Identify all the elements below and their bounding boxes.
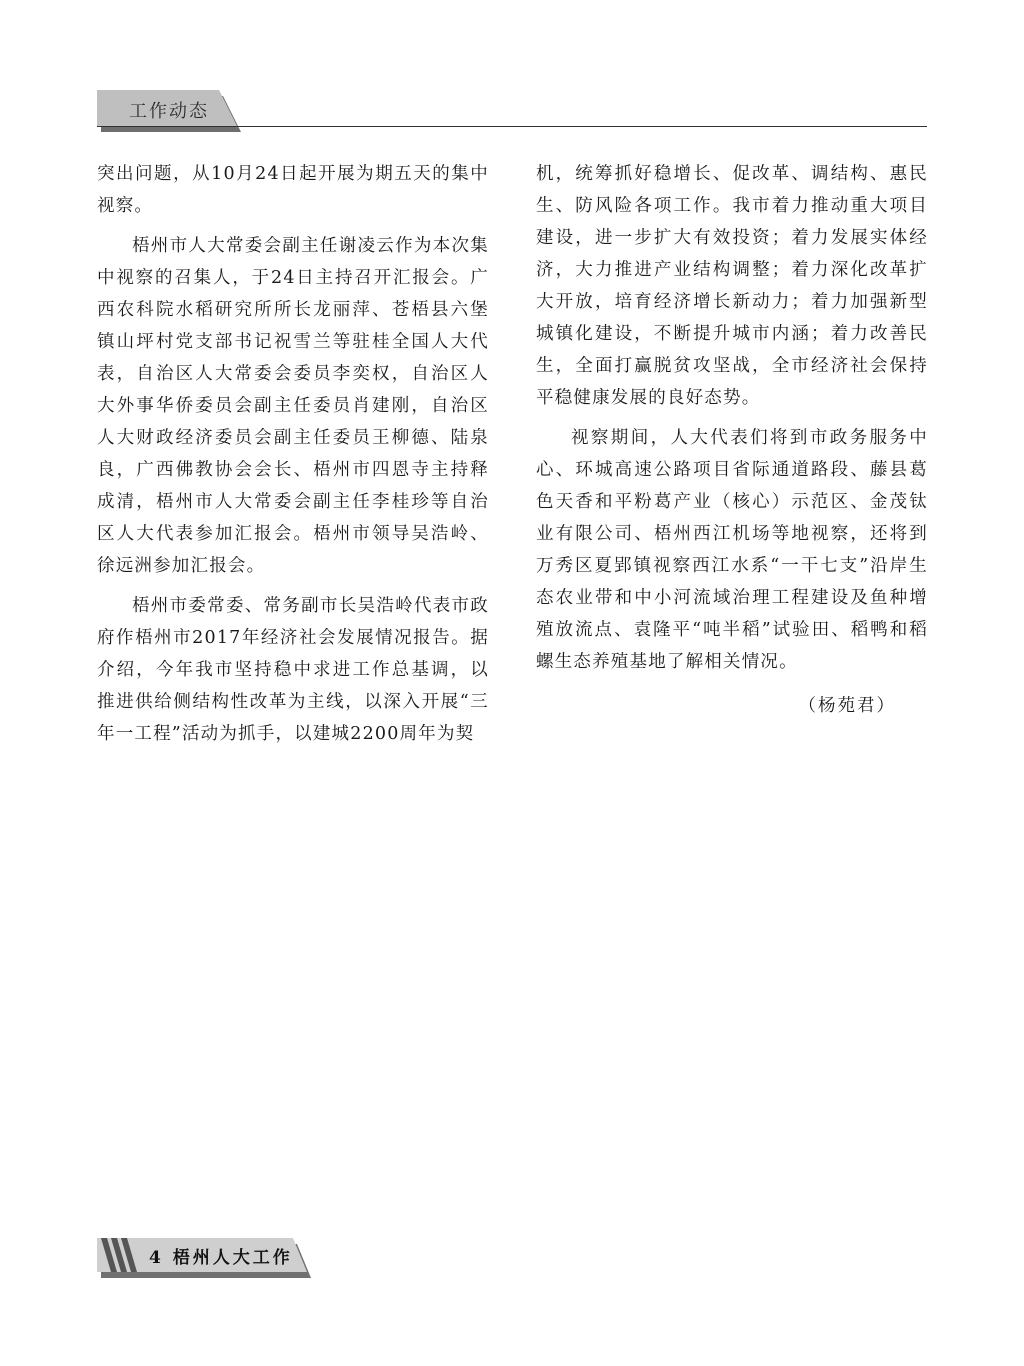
publication-name: 梧州人大工作: [172, 1248, 293, 1268]
right-column: [536, 158, 928, 722]
right-paragraph-1: 机，统筹抓好稳增长、促改革、调结构、惠民生、防风险各项工作。我市着力推动重大项目建设，进一步扩大有效投资；着力发展实体经济，大力推进产业结构调整；着力深化改革扩大开放，培育经济增长新动力；着力加强新型城镇化建设，不断提升城市内涵；着力改善民生，全面打赢脱贫攻坚战，全市经济社会保持平稳健康发展的良好态势。: [536, 164, 928, 408]
left-column: [97, 158, 489, 750]
page-footer: [97, 1238, 317, 1278]
section-header: [97, 90, 927, 138]
page-number: 4: [149, 1248, 164, 1268]
right-paragraph-2: 视察期间，人大代表们将到市政务服务中心、环城高速公路项目省际通道路段、藤县葛色天香和平粉葛产业（核心）示范区、金茂钛业有限公司、梧州西江机场等地视察，还将到万秀区夏郢镇视察西江水系“一干七支”沿岸生态农业带和中小河流域治理工程建设及鱼种增殖放流点、袁隆平“吨半稻”试验田、稻鸭和稻螺生态养殖基地了解相关情况。: [536, 428, 928, 672]
footer-stripes-icon: [101, 1238, 141, 1272]
section-label: 工作动态: [129, 101, 209, 122]
header-rule: [97, 126, 927, 127]
left-paragraph-2: 梧州市人大常委会副主任谢凌云作为本次集中视察的召集人，于24日主持召开汇报会。广西农科院水稻研究所所长龙丽萍、苍梧县六堡镇山坪村党支部书记祝雪兰等驻桂全国人大代表，自治区人大常委会委员李奕权，自治区人大外事华侨委员会副主任委员肖建刚，自治区人大财政经济委员会副主任委员王柳德、陆泉良，广西佛教协会会长、梧州市四恩寺主持释成清，梧州市人大常委会副主任李桂珍等自治区人大代表参加汇报会。梧州市领导吴浩岭、徐远洲参加汇报会。: [97, 236, 489, 576]
left-paragraph-3: 梧州市委常委、常务副市长吴浩岭代表市政府作梧州市2017年经济社会发展情况报告。据介绍，今年我市坚持稳中求进工作总基调，以推进供给侧结构性改革为主线，以深入开展“三年一工程”活动为抓手，以建城2200周年为契: [97, 596, 489, 744]
author-signature: （杨苑君）: [798, 696, 896, 716]
left-paragraph-1: 突出问题，从10月24日起开展为期五天的集中视察。: [97, 164, 489, 216]
footer-text: [149, 1243, 293, 1268]
